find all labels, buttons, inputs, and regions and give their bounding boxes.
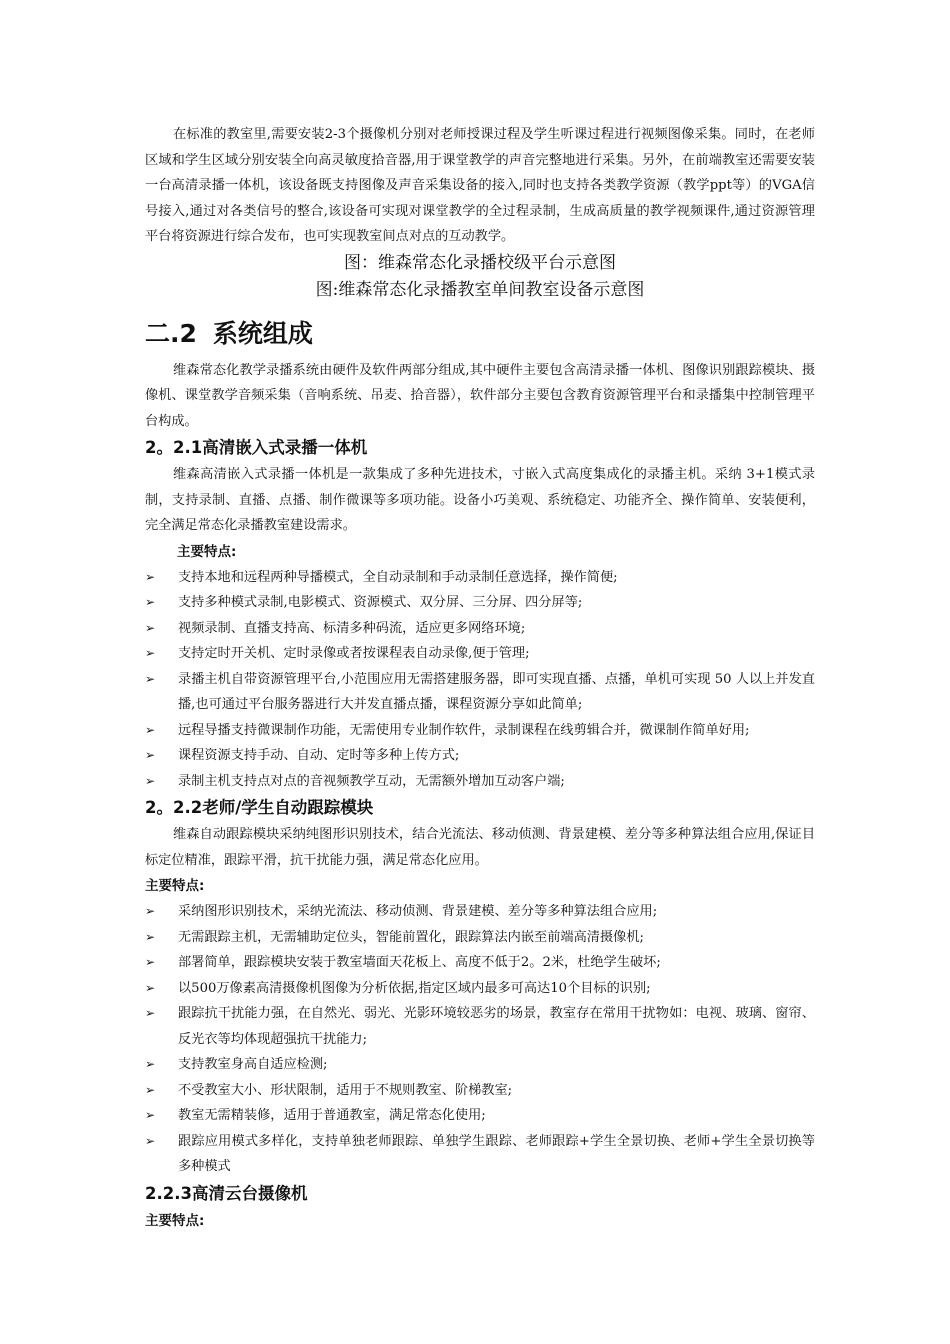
bullet-arrow-icon: ➢ bbox=[145, 773, 156, 788]
bullet-item bbox=[145, 616, 815, 642]
bullet-arrow-icon: ➢ bbox=[145, 904, 156, 918]
tracking-paragraph: 维森自动跟踪模块采纳纯图形识别技术，结合光流法、移动侦测、背景建模、差分等多种算法组合应用,保证目标定位精准，跟踪平滑，抗干扰能力强，满足常态化应用。 bbox=[145, 827, 816, 868]
bullet-text: 录播主机自带资源管理平台,小范围应用无需搭建服务器，即可实现直播、点播，单机可实现 50 人以上并发直播,也可通过平台服务器进行大并发直播点播，课程资源分享如此简单; bbox=[178, 671, 815, 712]
bullet-arrow-icon: ➢ bbox=[145, 1057, 156, 1071]
intro-paragraph: 在标准的教室里,需要安装2-3个摄像机分别对老师授课过程及学生听课过程进行视频图像采集。同时，在老师区域和学生区域分别安装全向高灵敏度拾音器,用于课堂教学的声音完整地进行采集。另外，在前端教室还需要安装一台高清录播一体机，该设备既支持图像及声音采集设备的接入,同时也支持各类教学资源（教学ppt等）的VGA信号接入,通过对各类信号的整合,该设备可实现对课堂教学的全过程录制，生成高质量的教学视频课件,通过资源管理平台将资源进行综合发布，也可实现教室间点对点的互动教学。 bbox=[145, 127, 815, 244]
bullet-arrow-icon: ➢ bbox=[145, 748, 156, 762]
bullet-arrow-icon: ➢ bbox=[145, 955, 156, 969]
bullet-text: 无需跟踪主机，无需辅助定位头，智能前置化，跟踪算法内嵌至前端高清摄像机; bbox=[178, 929, 645, 945]
recorder-feature-list bbox=[145, 565, 815, 795]
tracking-features-label: 主要特点: bbox=[145, 878, 205, 894]
bullet-arrow-icon: ➢ bbox=[145, 569, 156, 584]
bullet-arrow-icon: ➢ bbox=[145, 722, 156, 737]
bullet-text: 远程导播支持微课制作功能，无需使用专业制作软件，录制课程在线剪辑合并，微课制作简单好用; bbox=[178, 722, 750, 738]
bullet-arrow-icon: ➢ bbox=[145, 1006, 156, 1020]
bullet-text: 跟踪应用模式多样化，支持单独老师跟踪、单独学生跟踪、老师跟踪+学生全景切换、老师+学生全景切换等多种模式 bbox=[178, 1133, 815, 1174]
bullet-item bbox=[145, 1078, 815, 1104]
bullet-arrow-icon: ➢ bbox=[145, 595, 156, 609]
bullet-arrow-icon: ➢ bbox=[145, 646, 156, 660]
section-paragraph: 维森常态化教学录播系统由硬件及软件两部分组成,其中硬件主要包含高清录播一体机、图像识别跟踪模块、摄像机、课堂教学音频采集（音响系统、吊麦、拾音器），软件部分主要包含教育资源管理平台和录播集中控制管理平台构成。 bbox=[145, 362, 815, 429]
bullet-text: 采纳图形识别技术，采纳光流法、移动侦测、背景建模、差分等多种算法组合应用; bbox=[178, 904, 658, 919]
section-title: 系统组成 bbox=[212, 318, 313, 348]
bullet-item bbox=[145, 769, 815, 795]
recorder-features-label: 主要特点: bbox=[177, 543, 237, 560]
recorder-paragraph: 维森高清嵌入式录播一体机是一款集成了多种先进技术，寸嵌入式高度集成化的录播主机。采纳 3+1模式录制，支持录制、直播、点播、制作微课等多项功能。设备小巧美观、系统稳定、功能齐全、操作简单、安装便利，完全满足常态化录播教室建设需求。 bbox=[145, 467, 815, 533]
bullet-item bbox=[145, 1103, 815, 1129]
bullet-item bbox=[145, 1001, 815, 1052]
bullet-item bbox=[145, 565, 815, 591]
bullet-item bbox=[145, 899, 815, 925]
bullet-text: 支持教室身高自适应检测; bbox=[178, 1057, 328, 1072]
figure-caption-classroom: 图:维森常态化录播教室单间教室设备示意图 bbox=[315, 279, 645, 300]
bullet-text: 不受教室大小、形状限制，适用于不规则教室、阶梯教室; bbox=[178, 1082, 513, 1098]
bullet-text: 跟踪抗干扰能力强，在自然光、弱光、光影环境较恶劣的场景，教室存在常用干扰物如：电视、玻璃、窗帘、反光衣等均体现超强抗干扰能力; bbox=[178, 1006, 815, 1047]
bullet-item bbox=[145, 950, 815, 976]
tracking-feature-list bbox=[145, 899, 815, 1180]
bullet-arrow-icon: ➢ bbox=[145, 671, 156, 686]
bullet-item bbox=[145, 641, 815, 667]
bullet-arrow-icon: ➢ bbox=[145, 929, 156, 944]
bullet-item bbox=[145, 1129, 815, 1180]
document-content bbox=[145, 122, 815, 1234]
bullet-arrow-icon: ➢ bbox=[145, 980, 156, 995]
bullet-text: 以500万像素高清摄像机图像为分析依据,指定区域内最多可高达10个目标的识别; bbox=[178, 980, 651, 996]
bullet-arrow-icon: ➢ bbox=[145, 620, 156, 635]
subsection-heading-camera: 2.2.3高清云台摄像机 bbox=[145, 1183, 308, 1203]
camera-features-label: 主要特点: bbox=[145, 1212, 205, 1229]
bullet-text: 录制主机支持点对点的音视频教学互动，无需额外增加互动客户端; bbox=[178, 773, 565, 789]
bullet-item bbox=[145, 667, 815, 718]
bullet-item bbox=[145, 976, 815, 1002]
bullet-arrow-icon: ➢ bbox=[145, 1108, 156, 1122]
bullet-item bbox=[145, 925, 815, 951]
bullet-text: 支持定时开关机、定时录像或者按课程表自动录像,便于管理; bbox=[178, 646, 530, 661]
bullet-text: 课程资源支持手动、自动、定时等多种上传方式; bbox=[178, 748, 460, 763]
bullet-item bbox=[145, 590, 815, 616]
figure-caption-platform: 图：维森常态化录播校级平台示意图 bbox=[344, 252, 616, 273]
bullet-text: 支持本地和远程两种导播模式，全自动录制和手动录制任意选择，操作简便; bbox=[178, 569, 618, 585]
bullet-arrow-icon: ➢ bbox=[145, 1133, 156, 1148]
section-heading bbox=[145, 316, 815, 352]
bullet-text: 视频录制、直播支持高、标清多种码流，适应更多网络环境; bbox=[178, 620, 526, 636]
subsection-heading-recorder: 2。2.1高清嵌入式录播一体机 bbox=[145, 438, 368, 457]
bullet-text: 部署简单，跟踪模块安装于教室墙面天花板上、高度不低于2。2米，杜绝学生破坏; bbox=[178, 955, 661, 970]
bullet-text: 支持多种模式录制,电影模式、资源模式、双分屏、三分屏、四分屏等; bbox=[178, 595, 583, 610]
subsection-heading-tracking: 2。2.2老师/学生自动跟踪模块 bbox=[145, 798, 374, 817]
section-number: 二.2 bbox=[145, 318, 197, 348]
bullet-text: 教室无需精装修，适用于普通教室，满足常态化使用; bbox=[178, 1108, 486, 1123]
bullet-item bbox=[145, 718, 815, 744]
bullet-item bbox=[145, 1052, 815, 1078]
bullet-arrow-icon: ➢ bbox=[145, 1082, 156, 1097]
bullet-item bbox=[145, 743, 815, 769]
